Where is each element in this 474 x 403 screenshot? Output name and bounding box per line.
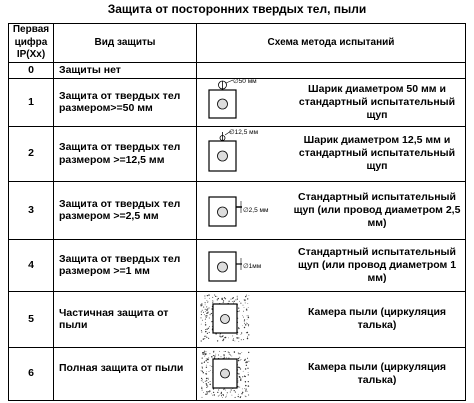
dust-chamber-diagram-6 (197, 348, 289, 401)
ball-50mm-diagram (197, 79, 289, 127)
scheme-1 (197, 78, 466, 126)
scheme-6 (197, 347, 466, 400)
table-row (9, 347, 466, 400)
ip-protection-table (8, 23, 466, 401)
protection-4: Защита от твердых тел размером >=1 мм (54, 239, 197, 291)
ip-digit-4: 4 (9, 239, 54, 291)
dimension-label-1: ∅50 мм (233, 77, 257, 85)
table-row (9, 291, 466, 347)
table-header-row (9, 24, 466, 63)
protection-3: Защита от твердых тел размером >=2,5 мм (54, 181, 197, 239)
header-first-digit: Первая цифра IP(Хх) (9, 24, 54, 63)
table-row (9, 126, 466, 181)
page-title: Защита от посторонних твердых тел, пыли (107, 2, 367, 16)
scheme-description-4: Стандартный испытательный щуп (или провод диаметром 1 мм) (297, 245, 457, 284)
header-test-scheme: Схема метода испытаний (197, 24, 466, 63)
ip-digit-0: 0 (9, 62, 54, 78)
scheme-description-2: Шарик диаметром 12,5 мм и стандартный испытательный щуп (298, 134, 456, 172)
dimension-label-4: ∅1мм (243, 262, 262, 270)
probe-1mm-diagram (197, 240, 289, 292)
table-row (9, 78, 466, 126)
protection-1: Защита от твердых тел размером>=50 мм (54, 78, 197, 126)
ip-digit-3: 3 (9, 181, 54, 239)
protection-0: Защиты нет (54, 62, 197, 78)
table-row (9, 181, 466, 239)
ball-12-5mm-diagram (197, 127, 289, 182)
protection-5: Частичная защита от пыли (54, 291, 197, 347)
probe-2-5mm-diagram (197, 182, 289, 240)
scheme-0 (197, 62, 466, 78)
scheme-description-3: Стандартный испытательный щуп (или провод диаметром 2,5 мм) (293, 190, 461, 229)
dimension-label-2: ∅12,5 мм (229, 128, 259, 136)
scheme-3 (197, 181, 466, 239)
ip-digit-2: 2 (9, 126, 54, 181)
ip-digit-1: 1 (9, 78, 54, 126)
dimension-label-3: ∅2,5 мм (243, 206, 269, 214)
scheme-2 (197, 126, 466, 181)
scheme-description-6: Камера пыли (циркуляция талька) (307, 360, 447, 386)
scheme-description-5: Камера пыли (циркуляция талька) (307, 306, 447, 331)
protection-2: Защита от твердых тел размером >=12,5 мм (54, 126, 197, 181)
ip-digit-6: 6 (9, 347, 54, 400)
scheme-5 (197, 291, 466, 347)
scheme-4 (197, 239, 466, 291)
scheme-description-1: Шарик диаметром 50 мм и стандартный испытательный щуп (298, 82, 456, 121)
header-protection-type: Вид защиты (54, 24, 197, 63)
table-row (9, 239, 466, 291)
table-row (9, 62, 466, 78)
protection-6: Полная защита от пыли (54, 347, 197, 400)
ip-digit-5: 5 (9, 291, 54, 347)
dust-chamber-diagram-5 (197, 292, 289, 348)
